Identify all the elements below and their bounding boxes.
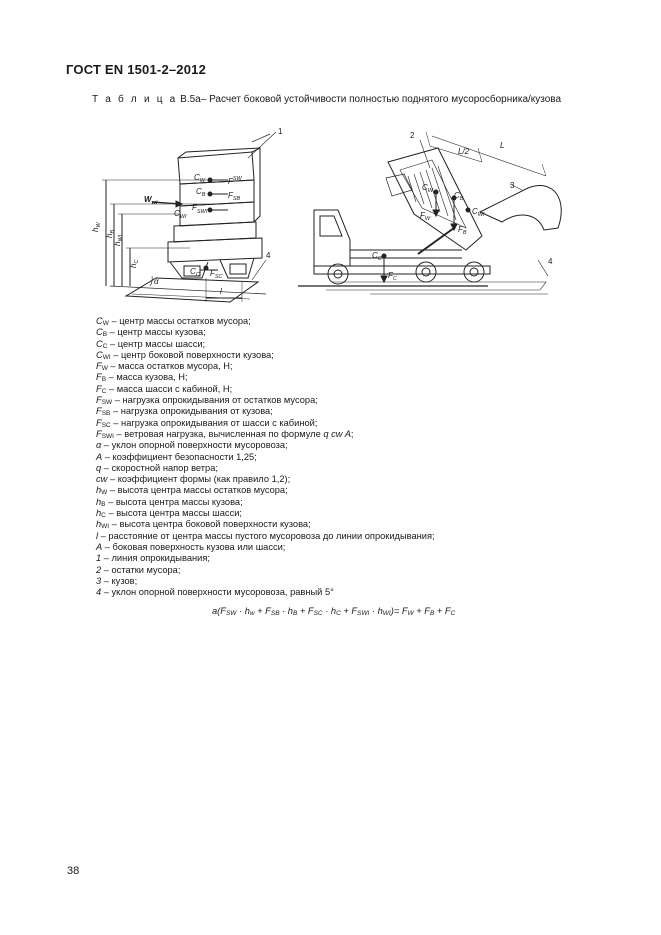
label-4-right: 4: [548, 257, 553, 266]
legend-item: $h_W$ – высота центра массы остатков мусора;: [96, 485, 288, 497]
caption-text: – Расчет боковой устойчивости полностью поднятого мусоросборника/кузова: [200, 94, 562, 105]
label-2: 2: [410, 131, 415, 140]
stability-diagram: [70, 118, 570, 318]
stability-formula: $a(F_{SW} \cdot h_w + F_{SB} \cdot h_B + F_{SC} \cdot h_C + F_{SWI} \cdot h_{WI})= F_W + F_B + F_C$: [212, 606, 456, 617]
label-fc: $F_C$: [388, 271, 397, 282]
legend-item: $F_B$ – масса кузова, Н;: [96, 372, 188, 384]
legend-item: α – уклон опорной поверхности мусоровоза;: [96, 440, 288, 451]
caption-prefix: Т а б л и ц а: [92, 94, 178, 105]
legend-item: 2 – остатки мусора;: [96, 564, 181, 575]
label-cwi-left: $C_{WI}$: [174, 209, 187, 220]
label-f-sw: $F^{SW}$: [228, 176, 242, 186]
legend-item: cw – коэффициент формы (как правило 1,2);: [96, 474, 291, 485]
legend-item: $F_{SB}$ – нагрузка опрокидывания от кузова;: [96, 406, 273, 418]
legend-item: $C_W$ – центр массы остатков мусора;: [96, 316, 251, 327]
label-hb: $h_B$: [105, 229, 116, 238]
label-cc-left: $C_C$: [190, 267, 200, 278]
label-cb-left: $C_B$: [196, 187, 206, 198]
legend-item: $C_B$ – центр массы кузова;: [96, 327, 206, 339]
label-alpha: α: [154, 277, 159, 286]
page-number: 38: [67, 865, 80, 877]
legend-item: 3 – кузов;: [96, 575, 138, 586]
label-cb-right: $C_B$: [454, 191, 464, 202]
legend-item: $F_{SW}$ – нагрузка опрокидывания от остатков мусора;: [96, 395, 318, 407]
label-fw: $F_W$: [420, 211, 431, 222]
label-hc: $h_C$: [129, 259, 140, 268]
legend-item: q – скоростной напор ветра;: [96, 462, 218, 473]
legend-item: $C_C$ – центр массы шасси;: [96, 338, 206, 350]
label-hwi: $h_{WI}$: [113, 234, 124, 246]
label-wind: $W_{wi}$: [144, 195, 158, 206]
label-cc-right: $C_C$: [372, 251, 382, 262]
legend-item: 4 – уклон опорной поверхности мусоровоза, равный 5°: [96, 587, 334, 598]
document-header: ГОСТ EN 1501-2–2012: [66, 62, 207, 77]
label-cw-left: $C_W$: [194, 173, 205, 184]
legend-item: 1 – линия опрокидывания;: [96, 553, 210, 564]
legend-item: A – боковая поверхность кузова или шасси;: [96, 541, 286, 552]
legend-item: $h_B$ – высота центра массы кузова;: [96, 496, 243, 508]
label-cwi-right: $C_{WI}$: [472, 207, 485, 218]
table-caption: [92, 94, 561, 105]
caption-number: В.5а: [180, 94, 201, 105]
label-f-swi: $F_{SWI}$: [192, 203, 208, 215]
label-f-sc: $F_{SC}$: [210, 269, 223, 280]
legend-item: l – расстояние от центра массы пустого мусоровоза до линии опрокидывания;: [96, 530, 435, 541]
label-L: L: [500, 141, 505, 150]
stability-figure: [70, 118, 570, 318]
legend-item: $h_C$ – высота центра массы шасси;: [96, 508, 242, 520]
legend-item: $h_{WI}$ – высота центра боковой поверхности кузова;: [96, 519, 311, 531]
label-4-left: 4: [266, 251, 271, 260]
label-3: 3: [510, 181, 515, 190]
symbol-legend: [96, 316, 576, 598]
legend-item: A – коэффициент безопасности 1,25;: [96, 451, 257, 462]
legend-item: $F_C$ – масса шасси с кабиной, Н;: [96, 383, 233, 395]
legend-item: $F_{SC}$ – нагрузка опрокидывания от шасси с кабиной;: [96, 417, 318, 429]
legend-item: $F_{SWI}$ – ветровая нагрузка, вычисленная по формуле q cw A;: [96, 428, 354, 440]
label-hw: $h_W$: [91, 222, 102, 232]
legend-item: $F_W$ – масса остатков мусора, Н;: [96, 361, 233, 373]
legend-item: $C_{WI}$ – центр боковой поверхности кузова;: [96, 349, 274, 361]
label-l: l: [220, 287, 222, 296]
label-l-half: L/2: [458, 147, 470, 156]
label-1: 1: [278, 127, 283, 136]
label-cw-right: $C_W$: [422, 183, 433, 194]
label-f-sb: $F_{SB}$: [228, 191, 241, 202]
label-fb: $F_B$: [458, 225, 467, 236]
